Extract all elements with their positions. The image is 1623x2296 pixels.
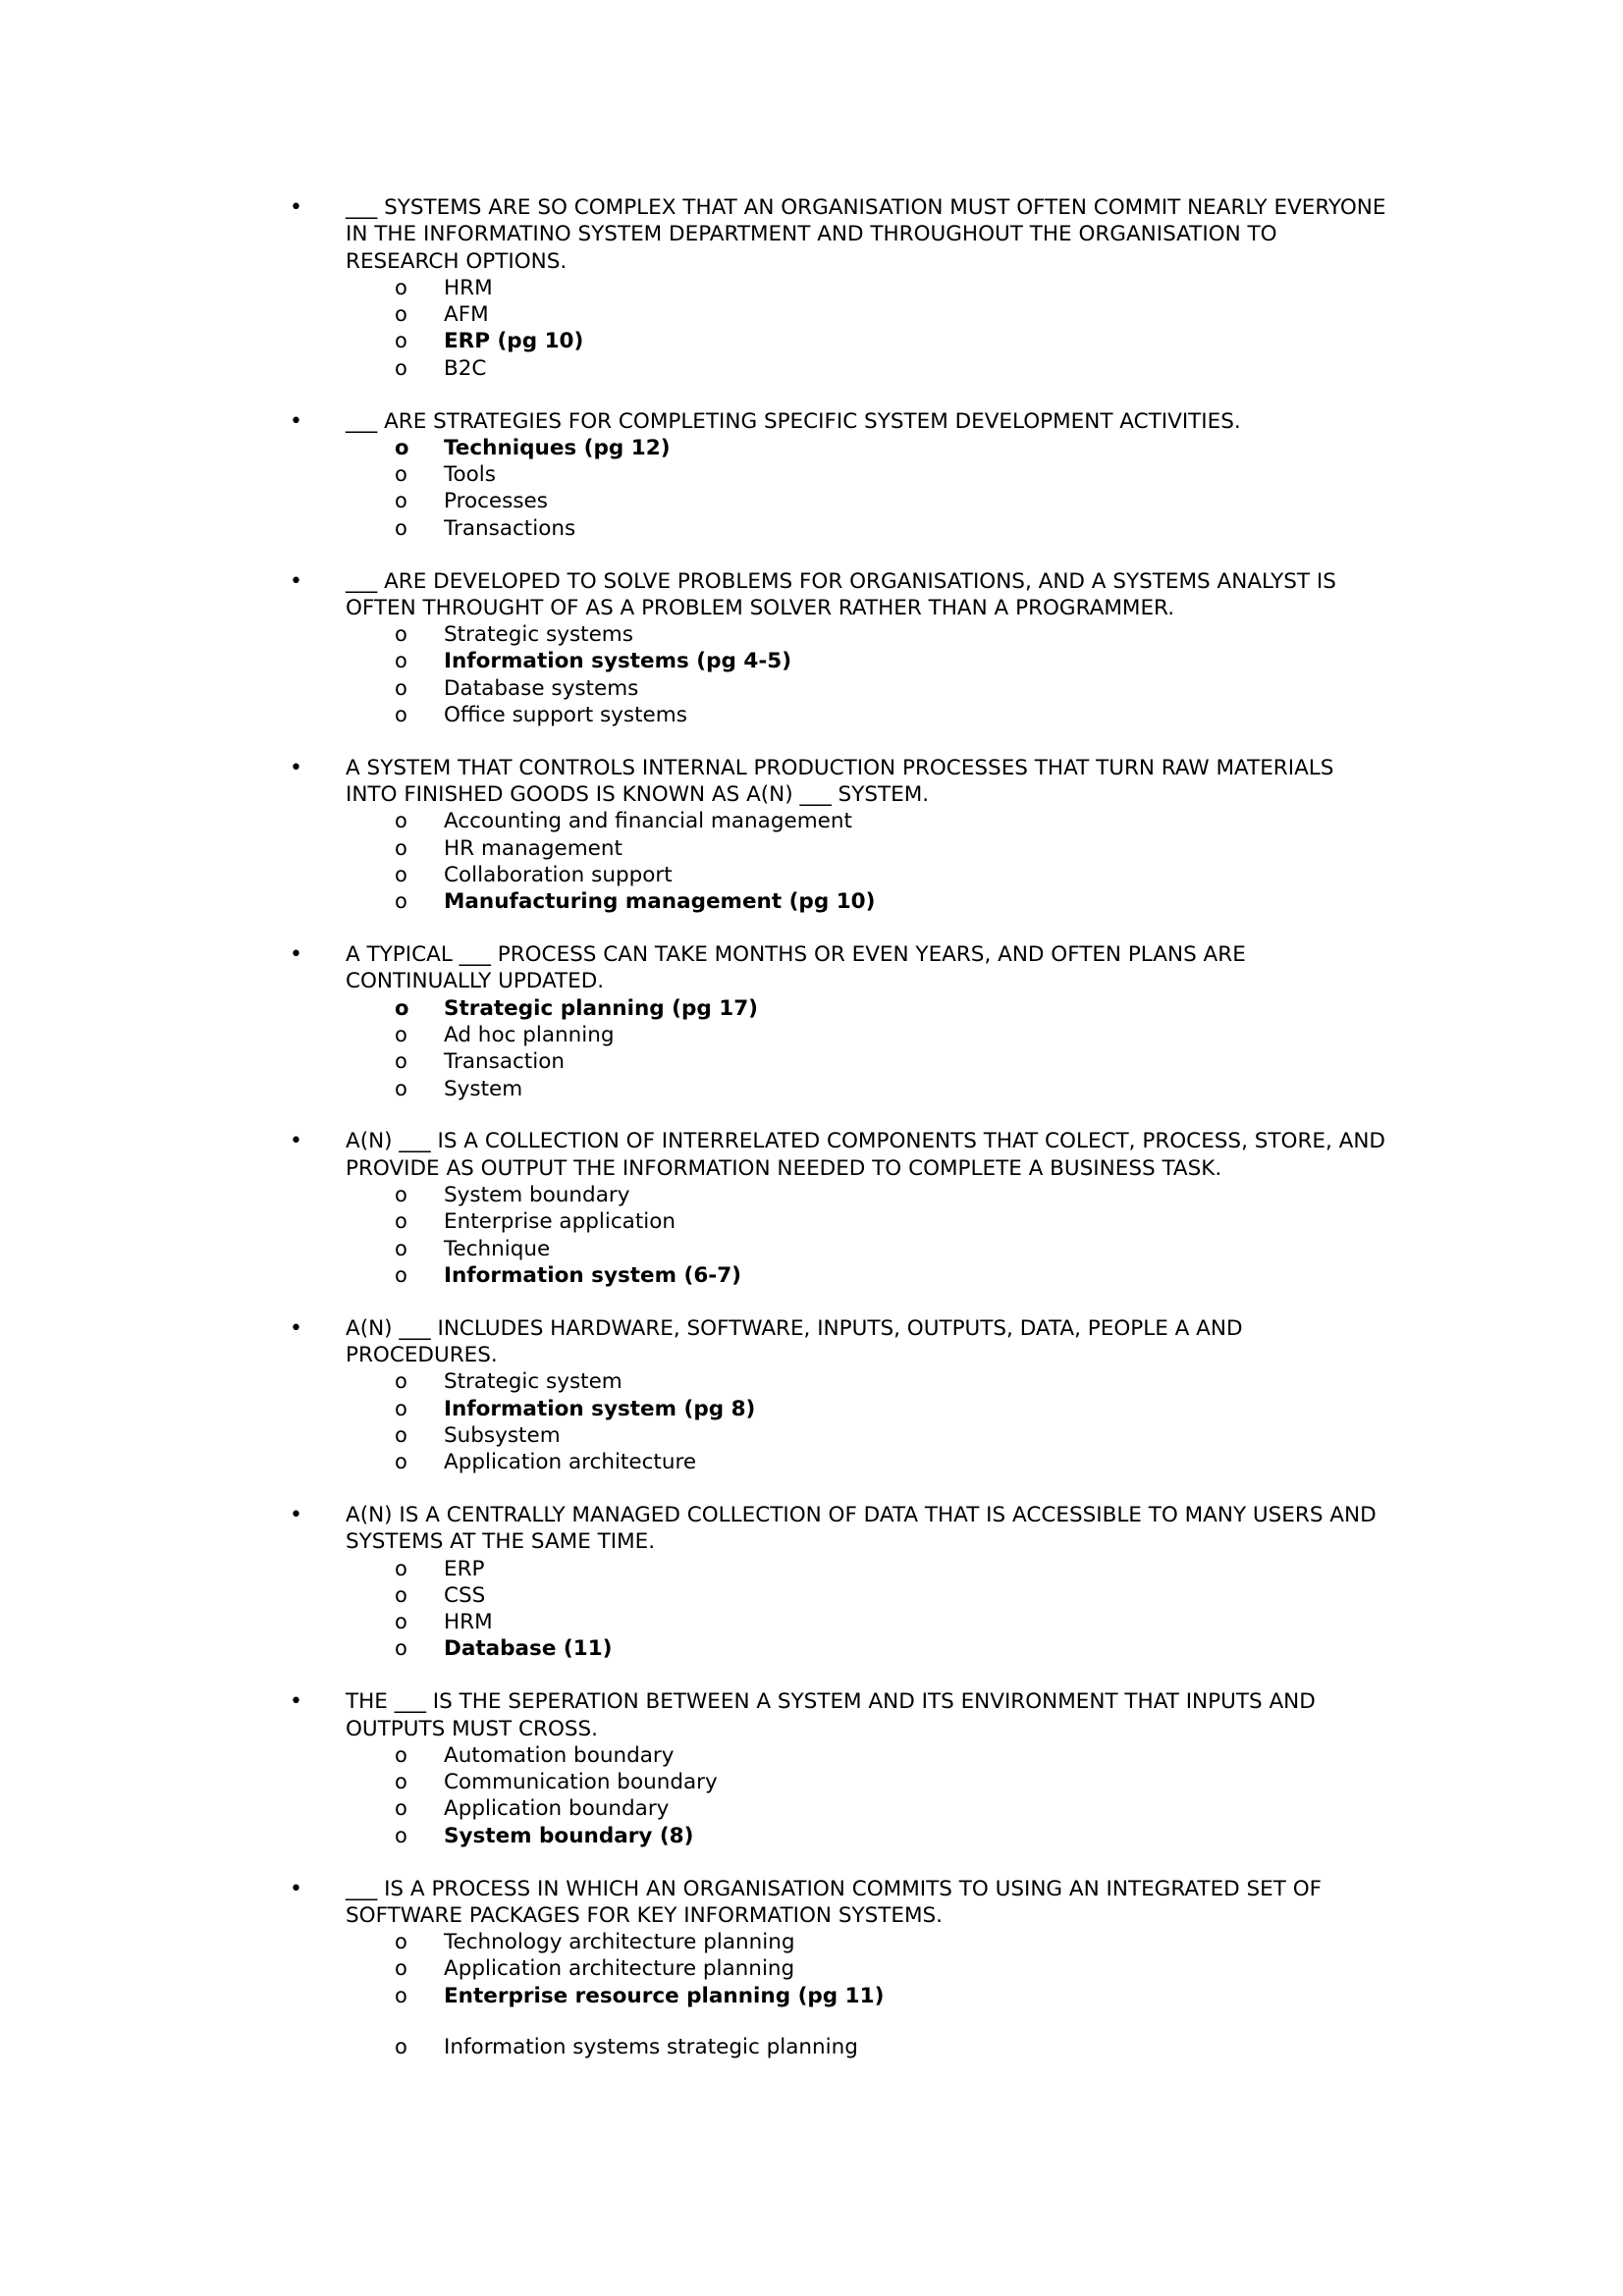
option-item [346, 488, 1389, 514]
option-item [346, 1208, 1389, 1235]
question-text: THE ___ IS THE SEPERATION BETWEEN A SYSTEM AND ITS ENVIRONMENT THAT INPUTS AND OUTPUTS MUST CROSS. [346, 1689, 1316, 1741]
sub-bullet-icon: o [395, 1076, 407, 1100]
sub-bullet-icon: o [395, 275, 407, 299]
option-label: Transactions [444, 515, 576, 541]
option-list [346, 1368, 1389, 1475]
question-text: A(N) ___ IS A COLLECTION OF INTERRELATED COMPONENTS THAT COLECT, PROCESS, STORE, AND PROVIDE AS OUTPUT THE INFORMATION NEEDED TO COMPLETE A BUSINESS TASK. [346, 1129, 1385, 1181]
option-item-correct [346, 1823, 1389, 1849]
option-label: HRM [444, 1610, 493, 1635]
bullet-icon: • [290, 1129, 302, 1154]
option-list [346, 995, 1389, 1102]
sub-bullet-icon: o [395, 649, 407, 673]
option-item [346, 1742, 1389, 1769]
sub-bullet-icon: o [395, 809, 407, 833]
sub-bullet-icon: o [395, 835, 407, 860]
question-item [290, 194, 1389, 382]
option-label: Database (11) [444, 1636, 613, 1662]
sub-bullet-icon: o [395, 1450, 407, 1474]
option-label: Technology architecture planning [444, 1930, 795, 1955]
sub-bullet-icon: o [395, 2035, 407, 2059]
question-text: A(N) ___ INCLUDES HARDWARE, SOFTWARE, INPUTS, OUTPUTS, DATA, PEOPLE A AND PROCEDURES. [346, 1315, 1243, 1367]
bullet-icon: • [290, 195, 302, 220]
question-item [290, 1502, 1389, 1663]
option-item [346, 1582, 1389, 1609]
sub-bullet-icon: o [395, 675, 407, 700]
option-list [346, 1182, 1389, 1289]
option-item-correct [346, 1635, 1389, 1662]
option-item [346, 862, 1389, 888]
sub-bullet-icon: o [395, 1049, 407, 1074]
option-item-correct [346, 995, 1389, 1022]
option-label: AFM [444, 302, 489, 328]
option-label: Information system (6-7) [444, 1262, 742, 1288]
option-label: HR management [444, 835, 622, 861]
option-list [346, 1556, 1389, 1663]
option-label: Database systems [444, 675, 639, 701]
option-item-correct [346, 328, 1389, 354]
option-item [346, 1422, 1389, 1449]
question-text: ___ SYSTEMS ARE SO COMPLEX THAT AN ORGANISATION MUST OFTEN COMMIT NEARLY EVERYONE IN THE INFORMATINO SYSTEM DEPARTMENT AND THROUGHOUT THE ORGANISATION TO RESEARCH OPTIONS. [346, 195, 1386, 274]
sub-bullet-icon: o [395, 1369, 407, 1394]
option-label: Strategic system [444, 1369, 622, 1395]
sub-bullet-icon: o [395, 1610, 407, 1634]
option-label: Communication boundary [444, 1770, 718, 1795]
option-item [346, 355, 1389, 382]
option-label: Transaction [444, 1049, 565, 1075]
option-label: Office support systems [444, 703, 687, 728]
option-item [346, 1048, 1389, 1075]
bullet-icon: • [290, 1315, 302, 1341]
option-label: Information systems (pg 4-5) [444, 649, 792, 674]
question-item [290, 755, 1389, 916]
option-item [346, 1076, 1389, 1102]
option-label: ERP [444, 1556, 485, 1581]
option-item [346, 301, 1389, 328]
option-list [346, 435, 1389, 542]
sub-bullet-icon: o [395, 1236, 407, 1260]
sub-bullet-icon: o [395, 1742, 407, 1767]
option-item [346, 1795, 1389, 1822]
question-text: ___ ARE STRATEGIES FOR COMPLETING SPECIFIC SYSTEM DEVELOPMENT ACTIVITIES. [346, 408, 1241, 434]
sub-bullet-icon: o [395, 1636, 407, 1661]
bullet-icon: • [290, 942, 302, 968]
sub-bullet-icon: o [395, 355, 407, 380]
option-label: Application architecture [444, 1450, 697, 1475]
question-list [290, 194, 1389, 2087]
sub-bullet-icon: o [395, 329, 407, 353]
option-label: Application boundary [444, 1796, 670, 1822]
question-text: A SYSTEM THAT CONTROLS INTERNAL PRODUCTION PROCESSES THAT TURN RAW MATERIALS INTO FINISHED GOODS IS KNOWN AS A(N) ___ SYSTEM. [346, 755, 1334, 808]
option-label: Automation boundary [444, 1742, 675, 1768]
sub-bullet-icon: o [395, 1556, 407, 1580]
question-item [290, 408, 1389, 542]
option-item [346, 1236, 1389, 1262]
sub-bullet-icon: o [395, 489, 407, 513]
option-label: Application architecture planning [444, 1956, 795, 1982]
bullet-icon: • [290, 568, 302, 594]
question-item [290, 568, 1389, 729]
option-list [346, 1929, 1389, 2060]
bullet-icon: • [290, 1876, 302, 1901]
option-item [346, 808, 1389, 834]
option-label: Subsystem [444, 1422, 561, 1448]
option-label: Collaboration support [444, 863, 673, 888]
option-item [346, 1609, 1389, 1635]
option-list [346, 275, 1389, 382]
sub-bullet-icon: o [395, 1770, 407, 1794]
sub-bullet-icon: o [395, 1796, 407, 1821]
option-label: Techniques (pg 12) [444, 435, 671, 460]
option-item [346, 1182, 1389, 1208]
option-item-correct [346, 888, 1389, 915]
option-item [346, 275, 1389, 301]
option-item-correct [346, 435, 1389, 461]
sub-bullet-icon: o [395, 1183, 407, 1206]
option-label: Processes [444, 489, 548, 514]
option-label: Manufacturing management (pg 10) [444, 889, 876, 915]
option-list [346, 621, 1389, 728]
sub-bullet-icon: o [395, 863, 407, 887]
option-label: System boundary [444, 1183, 630, 1207]
sub-bullet-icon: o [395, 1930, 407, 1954]
sub-bullet-icon: o [395, 622, 407, 647]
option-label: Tools [444, 462, 496, 488]
option-item [346, 1955, 1389, 1982]
option-item [346, 1769, 1389, 1795]
option-list [346, 1742, 1389, 1849]
option-item-correct [346, 648, 1389, 674]
option-label: CSS [444, 1582, 486, 1608]
option-label: Accounting and financial management [444, 809, 852, 834]
option-label: System boundary (8) [444, 1823, 694, 1848]
bullet-icon: • [290, 1502, 302, 1527]
option-label: Strategic planning (pg 17) [444, 995, 758, 1021]
bullet-icon: • [290, 755, 302, 780]
question-item [290, 1315, 1389, 1476]
question-item [290, 1128, 1389, 1289]
sub-bullet-icon: o [395, 1023, 407, 1047]
bullet-icon: • [290, 1689, 302, 1715]
sub-bullet-icon: o [395, 1582, 407, 1607]
sub-bullet-icon: o [395, 995, 409, 1020]
question-text: ___ IS A PROCESS IN WHICH AN ORGANISATION COMMITS TO USING AN INTEGRATED SET OF SOFTWARE PACKAGES FOR KEY INFORMATION SYSTEMS. [346, 1876, 1323, 1928]
option-item [346, 1022, 1389, 1048]
sub-bullet-icon: o [395, 1422, 407, 1447]
option-label: Ad hoc planning [444, 1023, 615, 1048]
sub-bullet-icon: o [395, 1983, 407, 2007]
option-label: Strategic systems [444, 622, 633, 648]
sub-bullet-icon: o [395, 462, 407, 487]
option-label: Technique [444, 1236, 551, 1261]
option-item-correct [346, 1983, 1389, 2009]
option-item [346, 1556, 1389, 1582]
sub-bullet-icon: o [395, 1396, 407, 1420]
sub-bullet-icon: o [395, 889, 407, 914]
option-label: HRM [444, 275, 493, 300]
question-text: A TYPICAL ___ PROCESS CAN TAKE MONTHS OR EVEN YEARS, AND OFTEN PLANS ARE CONTINUALLY UPDATED. [346, 942, 1246, 994]
option-label: Enterprise resource planning (pg 11) [444, 1983, 885, 2008]
option-label: Information system (pg 8) [444, 1396, 756, 1421]
option-item [346, 1929, 1389, 1955]
sub-bullet-icon: o [395, 1209, 407, 1234]
question-text: ___ ARE DEVELOPED TO SOLVE PROBLEMS FOR ORGANISATIONS, AND A SYSTEMS ANALYST IS OFTEN THROUGHT OF AS A PROBLEM SOLVER RATHER THAN A PROGRAMMER. [346, 568, 1336, 620]
option-item [346, 1449, 1389, 1475]
sub-bullet-icon: o [395, 1262, 407, 1287]
question-text: A(N) IS A CENTRALLY MANAGED COLLECTION OF DATA THAT IS ACCESSIBLE TO MANY USERS AND SYSTEMS AT THE SAME TIME. [346, 1502, 1377, 1555]
bullet-icon: • [290, 408, 302, 434]
sub-bullet-icon: o [395, 302, 407, 327]
sub-bullet-icon: o [395, 1956, 407, 1981]
option-item [346, 702, 1389, 728]
question-item [290, 1876, 1389, 2061]
option-label: Information systems strategic planning [444, 2035, 858, 2060]
option-list [346, 808, 1389, 915]
option-item [346, 675, 1389, 702]
option-item [346, 835, 1389, 862]
question-item [290, 1688, 1389, 1849]
option-item-correct [346, 1262, 1389, 1289]
question-item [290, 941, 1389, 1102]
sub-bullet-icon: o [395, 703, 407, 727]
option-item [346, 515, 1389, 542]
sub-bullet-icon: o [395, 1823, 407, 1847]
option-item [346, 461, 1389, 488]
option-item [346, 1368, 1389, 1395]
option-item-correct [346, 1396, 1389, 1422]
option-label: Enterprise application [444, 1209, 676, 1235]
sub-bullet-icon: o [395, 435, 409, 459]
sub-bullet-icon: o [395, 515, 407, 540]
option-label: B2C [444, 355, 487, 381]
option-label: ERP (pg 10) [444, 329, 584, 354]
option-item [346, 2034, 1389, 2060]
option-item [346, 621, 1389, 648]
option-label: System [444, 1076, 523, 1101]
